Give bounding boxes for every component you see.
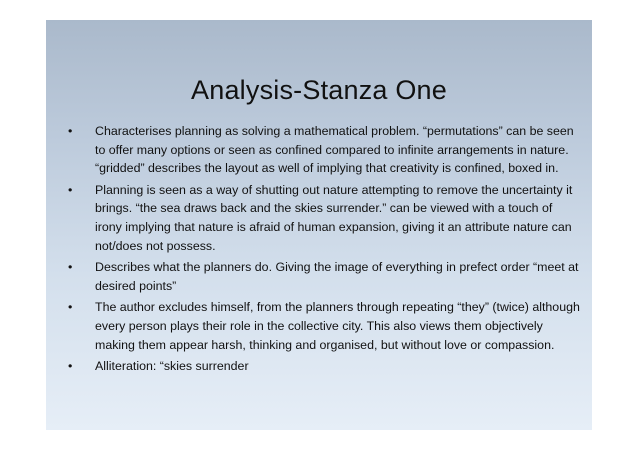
bullet-icon: • [68,359,73,374]
bullet-item [68,181,580,255]
slide-title: Analysis-Stanza One [191,75,447,105]
bullet-item [68,122,580,178]
bullet-icon: • [68,124,73,138]
bullet-icon: • [68,182,73,197]
bullet-icon: • [68,260,73,275]
bullet-text: Planning is seen as a way of shutting out nature attempting to remove the uncertainty it brings. “the sea draws back and the skies surrender.” can be viewed with a touch of irony implying that nature is afraid of human expansion, giving it an attribute nature can not/does not possess. [95,182,573,253]
bullet-text: Characterises planning as solving a mathematical problem. “permutations” can be seen to offer many options or seen as confined compared to infinite arrangements in nature. “gridded” describes the layout as well of implying that creativity is confined, boxed in. [95,124,574,176]
bullet-text: Describes what the planners do. Giving the image of everything in prefect order “meet at desired points” [95,260,579,293]
bullet-item [68,298,580,354]
bullet-icon: • [68,300,73,315]
bullet-item [68,258,580,295]
bullet-item [68,357,580,376]
bullet-text: Alliteration: “skies surrender [95,359,249,374]
slide [46,20,592,430]
bullet-text: The author excludes himself, from the planners through repeating “they” (twice) although every person plays their role in the collective city. This also views them objectively making them appear harsh, thinking and organised, but without love or compassion. [95,300,580,352]
bullet-list [68,122,580,379]
